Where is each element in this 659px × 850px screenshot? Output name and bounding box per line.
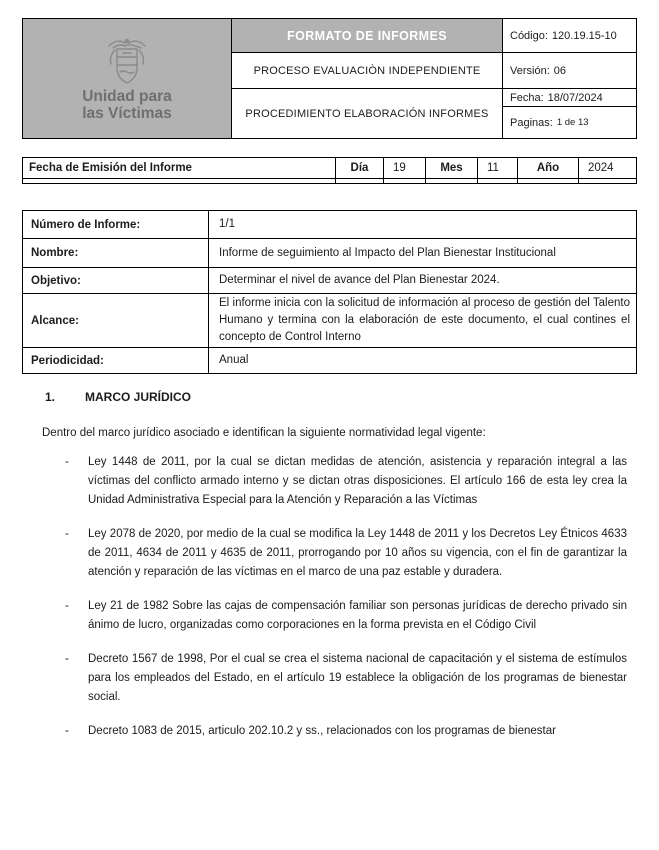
spacer-cell <box>478 179 517 183</box>
bullet-dash: - <box>65 653 69 665</box>
anio-label: Año <box>518 158 578 178</box>
section-number: 1. <box>45 390 56 404</box>
dia-label: Día <box>336 158 383 178</box>
mes-value: 11 <box>478 158 517 178</box>
codigo-label: Código: <box>510 29 548 42</box>
info-row-label: Alcance: <box>23 294 208 347</box>
spacer-cell <box>336 179 383 183</box>
logo-line2: las Víctimas <box>82 104 172 122</box>
emission-date-label: Fecha de Emisión del Informe <box>23 158 335 178</box>
info-row-value: El informe inicia con la solicitud de información al proceso de gestión del Talento Humano y termina con la elaboración de este documento, el cual contines el concepto de Control Interno <box>209 294 636 347</box>
format-title: FORMATO DE INFORMES <box>232 19 502 52</box>
paginas-cell <box>503 107 636 138</box>
process-title: PROCESO EVALUACIÒN INDEPENDIENTE <box>232 53 502 88</box>
normativity-list <box>65 453 637 741</box>
list-item <box>65 597 627 635</box>
report-info-table <box>22 210 637 374</box>
list-item <box>65 453 627 510</box>
bullet-dash: - <box>65 528 69 540</box>
bullet-dash: - <box>65 456 69 468</box>
info-row-label: Objetivo: <box>23 268 208 293</box>
info-row-value: Determinar el nivel de avance del Plan Bienestar 2024. <box>209 268 636 293</box>
bullet-dash: - <box>65 725 69 737</box>
logo-wordmark <box>82 88 172 122</box>
paginas-label: Paginas: <box>510 116 553 129</box>
spacer-cell <box>426 179 477 183</box>
logo-cell <box>23 19 231 138</box>
version-value: 06 <box>553 64 566 77</box>
logo-line1: Unidad para <box>82 87 172 105</box>
section-intro: Dentro del marco jurídico asociado e identifican la siguiente normatividad legal vigente: <box>42 427 486 439</box>
section-title: MARCO JURÍDICO <box>85 390 192 404</box>
anio-value: 2024 <box>579 158 636 178</box>
spacer-cell <box>23 179 335 183</box>
codigo-value: 120.19.15-10 <box>551 29 617 42</box>
spacer-cell <box>579 179 636 183</box>
colombia-coat-of-arms-icon <box>103 36 151 86</box>
fecha-label: Fecha: <box>510 91 544 104</box>
list-item-text: Decreto 1083 de 2015, articulo 202.10.2 y ss., relacionados con los programas de bienestar <box>88 725 556 737</box>
header-table <box>22 18 637 139</box>
list-item <box>65 525 627 582</box>
codigo-cell <box>503 19 636 52</box>
list-item <box>65 650 627 707</box>
list-item-text: Ley 2078 de 2020, por medio de la cual se modifica la Ley 1448 de 2011 y los Decretos Ley Étnicos 4633 de 2011, 4634 de 2011 y 4635 de 2011, prorrogando por 10 años su vigencia, con el fin de garantizar la atención y reparación de las víctimas en el marco de una paz estable y duradera. <box>88 528 627 578</box>
info-row-value: Informe de seguimiento al Impacto del Plan Bienestar Institucional <box>209 239 636 267</box>
bullet-dash: - <box>65 600 69 612</box>
spacer-cell <box>384 179 425 183</box>
list-item-text: Decreto 1567 de 1998, Por el cual se crea el sistema nacional de capacitación y el sistema de estímulos para los empleados del Estado, en el artículo 19 establece la obligación de los programas de bienestar social. <box>88 653 627 703</box>
list-item-text: Ley 1448 de 2011, por la cual se dictan medidas de atención, asistencia y reparación integral a las víctimas del conflicto armado interno y se dictan otras disposiciones. El artículo 166 de esta ley crea la Unidad Administrativa Especial para la Atención y Reparación a las Víctimas <box>88 456 627 506</box>
section-heading <box>45 390 637 404</box>
info-row-value: Anual <box>209 348 636 373</box>
version-label: Versión: <box>510 64 550 77</box>
emission-date-table <box>22 157 637 184</box>
list-item <box>65 722 627 741</box>
paginas-value: 1 de 13 <box>556 117 589 128</box>
procedure-title: PROCEDIMIENTO ELABORACIÓN INFORMES <box>232 89 502 138</box>
fecha-cell <box>503 89 636 106</box>
info-row-value: 1/1 <box>209 211 636 238</box>
version-cell <box>503 53 636 88</box>
dia-value: 19 <box>384 158 425 178</box>
mes-label: Mes <box>426 158 477 178</box>
fecha-value: 18/07/2024 <box>547 91 603 104</box>
info-row-label: Nombre: <box>23 239 208 267</box>
marco-juridico-section <box>22 390 637 756</box>
spacer-cell <box>518 179 578 183</box>
info-row-label: Número de Informe: <box>23 211 208 238</box>
list-item-text: Ley 21 de 1982 Sobre las cajas de compensación familiar son personas jurídicas de derecho privado sin ánimo de lucro, organizadas como corporaciones en la forma prevista en el Código Civil <box>88 600 627 631</box>
info-row-label: Periodicidad: <box>23 348 208 373</box>
